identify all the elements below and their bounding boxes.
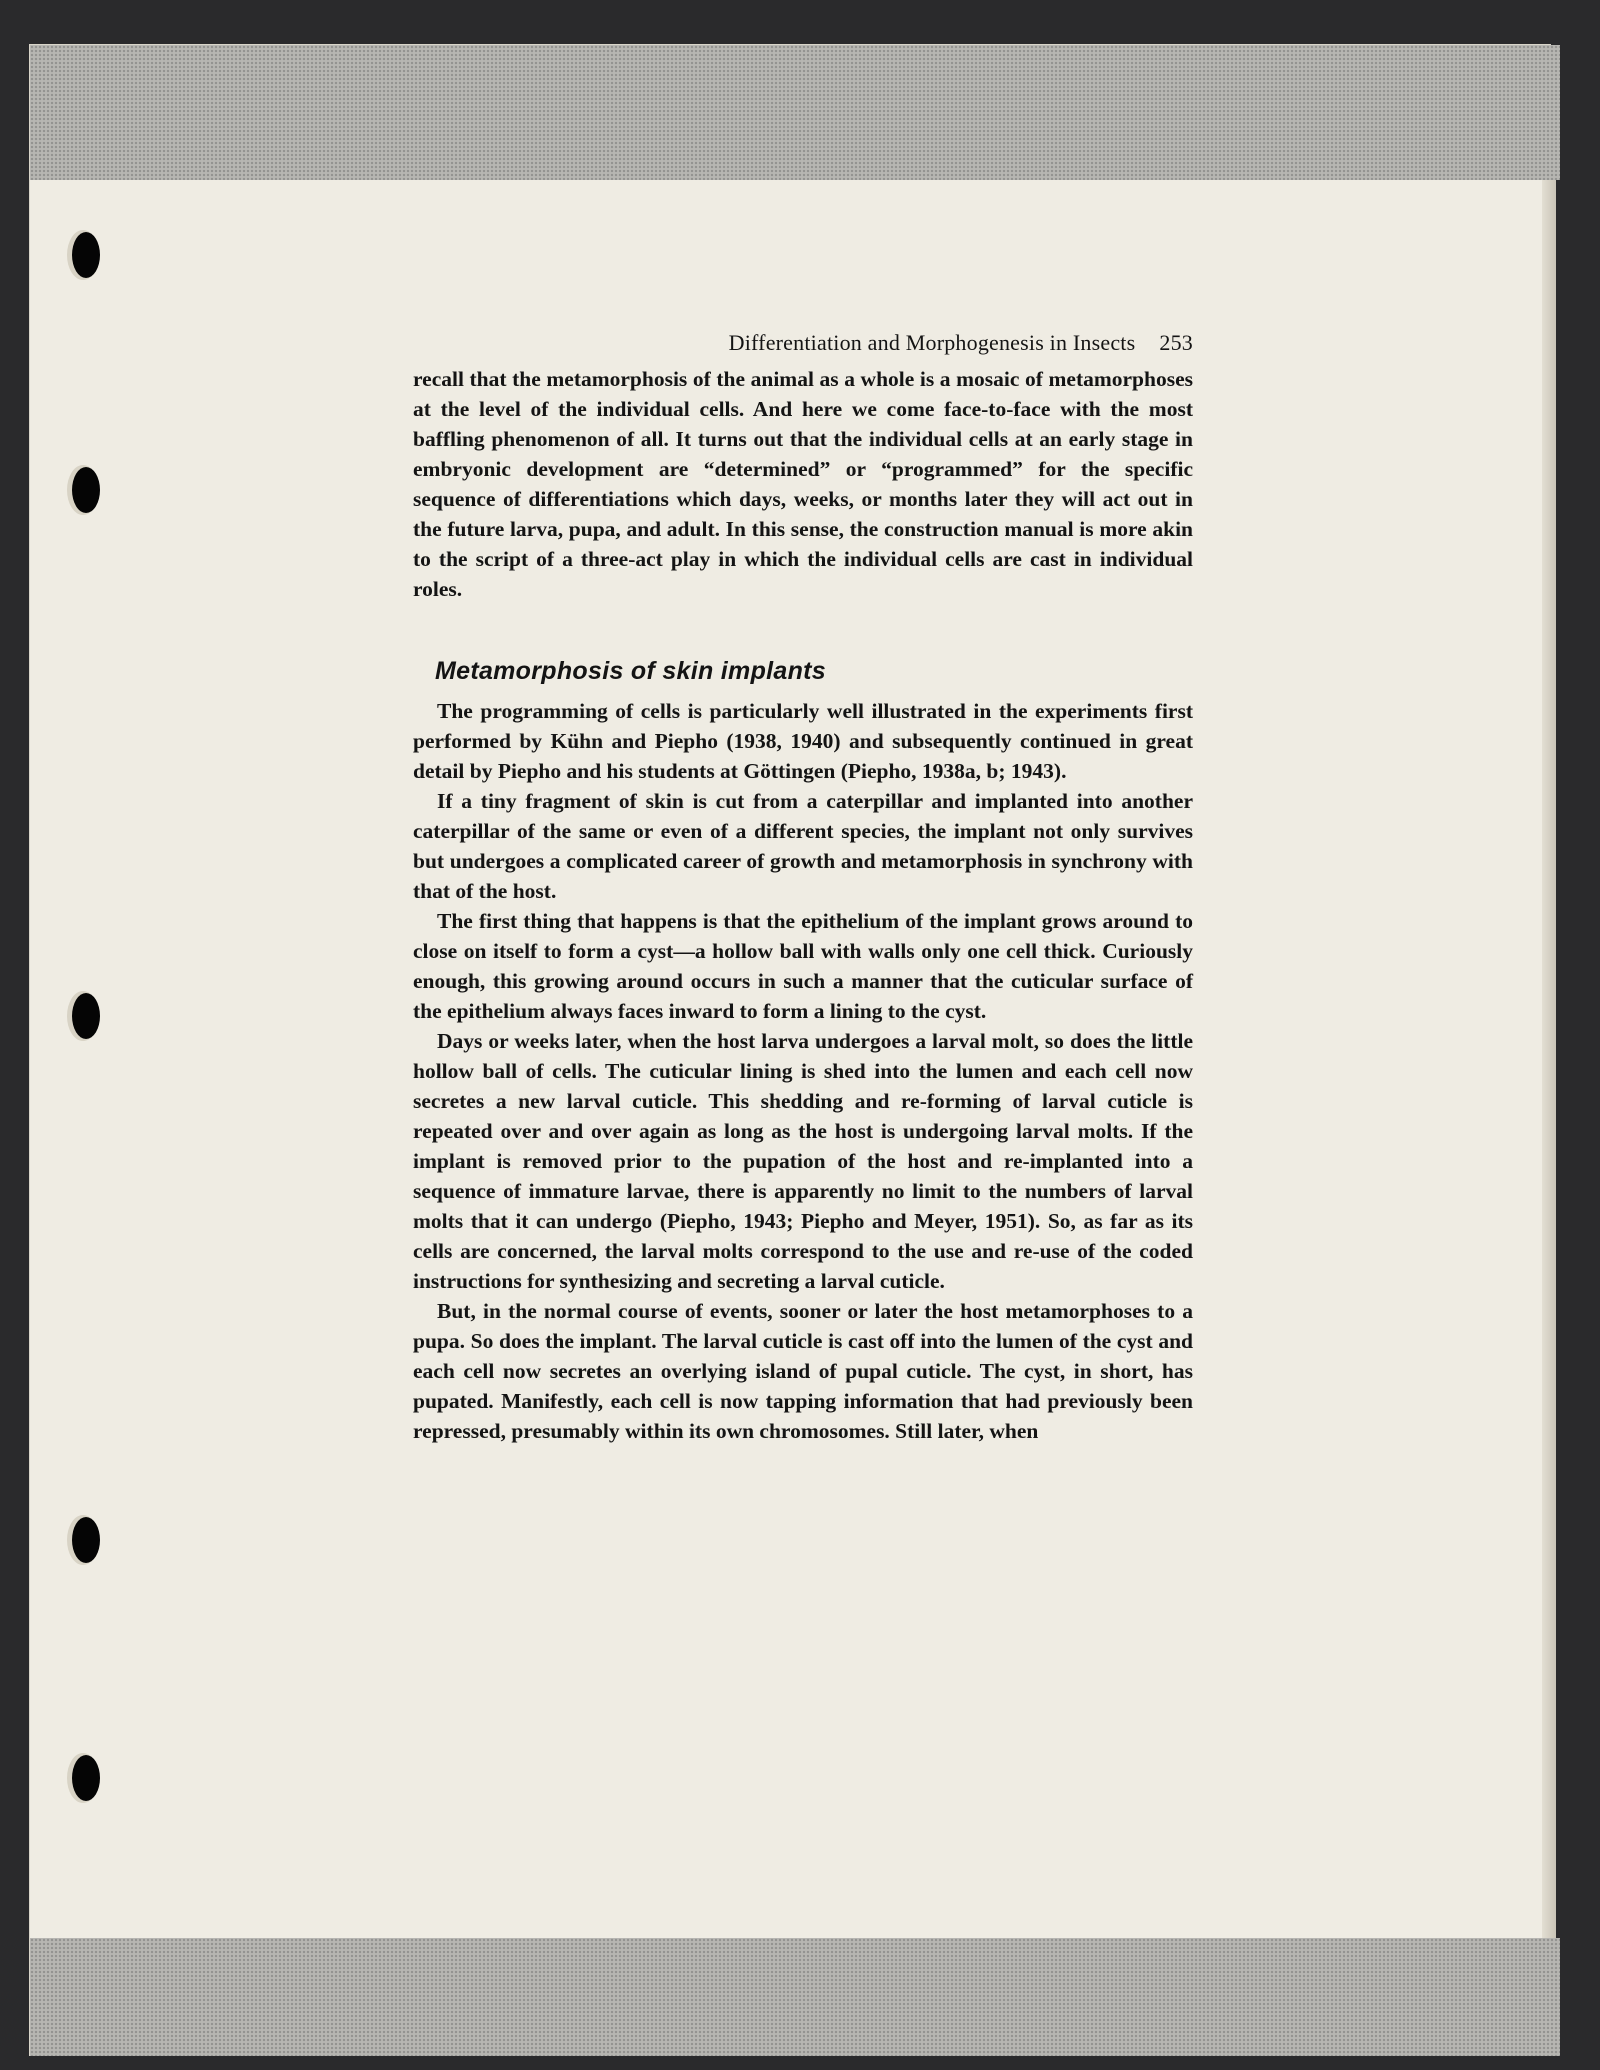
- punch-hole: [72, 1517, 100, 1563]
- punch-hole: [72, 232, 100, 278]
- paragraph: The programming of cells is particularly well illustrated in the experiments first performed by Kühn and Piepho (1938, 1940) and subsequently continued in great detail by Piepho and his students at Göttingen (Piepho, 1938a, b; 1943).: [413, 699, 1193, 783]
- page-number: 253: [1159, 330, 1193, 355]
- page-content: [413, 330, 1193, 1446]
- running-head: [413, 330, 1193, 356]
- body-text: [413, 364, 1193, 1446]
- top-halftone-band: [30, 45, 1560, 180]
- punch-hole: [72, 1755, 100, 1801]
- paragraph: If a tiny fragment of skin is cut from a caterpillar and implanted into another caterpillar of the same or even of a different species, the implant not only survives but undergoes a complicated career of growth and metamorphosis in synchrony with that of the host.: [413, 789, 1193, 903]
- punch-hole: [72, 467, 100, 513]
- paragraph: The first thing that happens is that the epithelium of the implant grows around to close on itself to form a cyst—a hollow ball with walls only one cell thick. Curiously enough, this growing around occurs in such a manner that the cuticular surface of the epithelium always faces inward to form a lining to the cyst.: [413, 909, 1193, 1023]
- running-head-title: Differentiation and Morphogenesis in Insects: [728, 330, 1136, 355]
- sheet-edge: [1542, 55, 1556, 2055]
- bottom-halftone-band: [30, 1938, 1560, 2056]
- section-heading: Metamorphosis of skin implants: [435, 657, 827, 685]
- punch-hole: [72, 993, 100, 1039]
- paragraph: recall that the metamorphosis of the animal as a whole is a mosaic of metamorphoses at the level of the individual cells. And here we come face-to-face with the most baffling phenomenon of all. It turns out that the individual cells at an early stage in embryonic development are “determined” or “programmed” for the specific sequence of differentiations which days, weeks, or months later they will act out in the future larva, pupa, and adult. In this sense, the construction manual is more akin to the script of a three-act play in which the individual cells are cast in individual roles.: [413, 367, 1193, 601]
- paragraph: Days or weeks later, when the host larva undergoes a larval molt, so does the little hollow ball of cells. The cuticular lining is shed into the lumen and each cell now secretes a new larval cuticle. This shedding and re-forming of larval cuticle is repeated over and over again as long as the host is undergoing larval molts. If the implant is removed prior to the pupation of the host and re-implanted into a sequence of immature larvae, there is apparently no limit to the numbers of larval molts that it can undergo (Piepho, 1943; Piepho and Meyer, 1951). So, as far as its cells are concerned, the larval molts correspond to the use and re-use of the coded instructions for synthesizing and secreting a larval cuticle.: [413, 1029, 1193, 1293]
- paragraph: But, in the normal course of events, sooner or later the host metamorphoses to a pupa. So does the implant. The larval cuticle is cast off into the lumen of the cyst and each cell now secretes an overlying island of pupal cuticle. The cyst, in short, has pupated. Manifestly, each cell is now tapping information that had previously been repressed, presumably within its own chromosomes. Still later, when: [413, 1299, 1193, 1443]
